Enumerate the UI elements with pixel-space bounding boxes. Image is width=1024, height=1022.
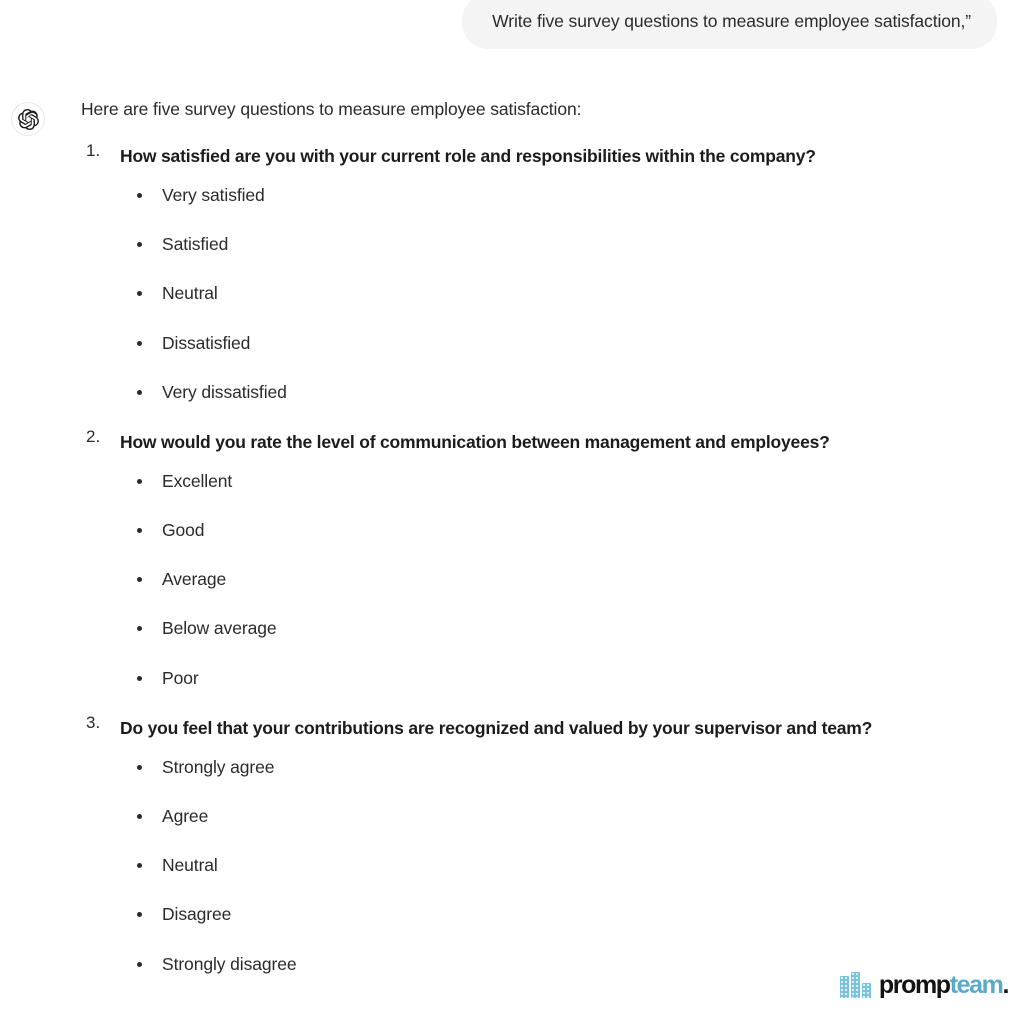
survey-question-1-options: [120, 182, 994, 405]
wm-bar-3: [862, 983, 871, 998]
assistant-intro-text: Here are five survey questions to measure employee satisfaction:: [81, 99, 582, 119]
option-item: Very satisfied: [120, 182, 994, 208]
option-item: Good: [120, 517, 994, 543]
option-item: Satisfied: [120, 231, 994, 257]
assistant-message-row: [0, 96, 1024, 999]
option-item: Strongly agree: [120, 754, 994, 780]
assistant-avatar: [11, 102, 45, 136]
wm-bar-2: [851, 972, 860, 998]
openai-logo-icon: [18, 109, 39, 130]
option-item: Disagree: [120, 901, 994, 927]
survey-question-3-options: [120, 754, 994, 977]
user-message-row: [0, 0, 1024, 49]
assistant-message-content: [45, 96, 1024, 999]
option-item: Excellent: [120, 468, 994, 494]
prompteam-wordmark: [878, 970, 1008, 999]
survey-question-1: [81, 141, 994, 405]
prompteam-bars-icon: [840, 972, 871, 998]
survey-question-2-text: How would you rate the level of communication between management and employees?: [120, 432, 830, 452]
survey-question-3-text: Do you feel that your contributions are recognized and valued by your supervisor and team?: [120, 717, 873, 738]
prompteam-watermark: [840, 972, 1008, 998]
option-item: Dissatisfied: [120, 330, 994, 356]
wordmark-dot: .: [1002, 970, 1008, 999]
option-item: Below average: [120, 615, 994, 641]
user-message-bubble[interactable]: Write five survey questions to measure employee satisfaction,”: [462, 0, 997, 49]
option-item: Neutral: [120, 280, 994, 306]
wm-bar-1: [840, 976, 849, 998]
option-item: Neutral: [120, 852, 994, 878]
survey-question-1-text: How satisfied are you with your current role and responsibilities within the company?: [120, 146, 816, 167]
option-item: Very dissatisfied: [120, 379, 994, 405]
survey-question-2-options: [120, 468, 994, 691]
survey-question-2: [81, 427, 994, 691]
survey-questions-list: [81, 141, 994, 977]
wordmark-primary: promp: [878, 970, 950, 999]
option-item: Average: [120, 566, 994, 592]
survey-question-3: [81, 713, 994, 977]
option-item: Strongly disagree: [120, 951, 994, 977]
wordmark-accent: team: [949, 970, 1003, 999]
option-item: Poor: [120, 665, 994, 691]
option-item: Agree: [120, 803, 994, 829]
